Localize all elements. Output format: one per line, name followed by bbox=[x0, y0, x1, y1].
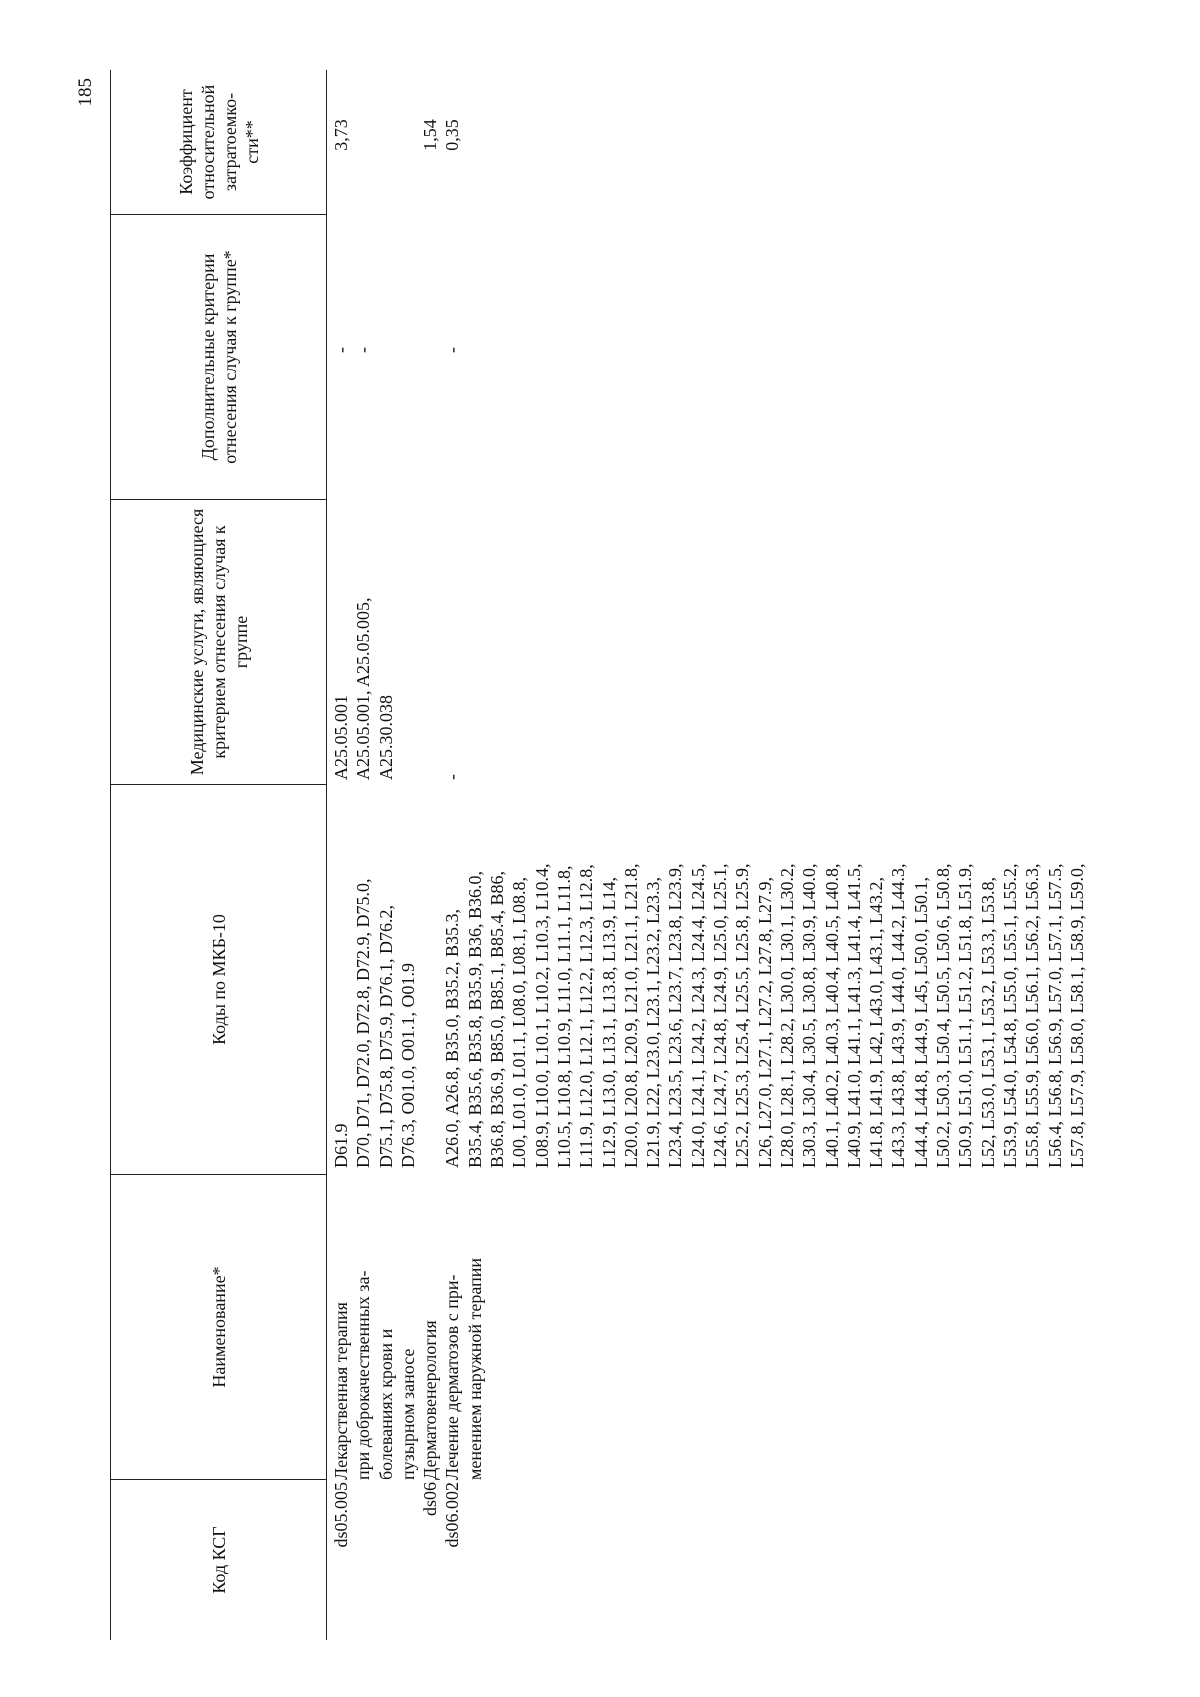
page-number: 185 bbox=[75, 78, 96, 107]
service-line: A25.30.038 bbox=[375, 695, 396, 780]
header-mkb: Коды по МКБ-10 bbox=[111, 785, 326, 1175]
mkb-code-line: L40.9, L41.0, L41.1, L41.3, L41.4, L41.5, bbox=[843, 863, 864, 1168]
mkb-code-line: L08.9, L10.0, L10.1, L10.2, L10.3, L10.4, bbox=[531, 863, 552, 1168]
header-services: Медицинские услуги, являющиеся критерием отнесения случая к группе bbox=[111, 500, 326, 785]
coef-line: 1,54 bbox=[420, 119, 441, 151]
service-line: A25.05.001, A25.05.005, bbox=[353, 597, 374, 780]
mkb-code-line: B35.4, B35.6, B35.8, B35.9, B36, B36.0, bbox=[464, 870, 485, 1168]
column-services bbox=[330, 500, 464, 780]
column-code bbox=[330, 1482, 464, 1632]
header-coef: Коэффициент относительной затратоемко-сти** bbox=[111, 70, 326, 215]
mkb-code-line: L25.2, L25.3, L25.4, L25.5, L25.8, L25.9, bbox=[732, 863, 753, 1168]
service-line: A25.05.001 bbox=[331, 695, 351, 780]
header-code: Код КСГ bbox=[208, 1526, 229, 1594]
mkb-code-line: L40.1, L40.2, L40.3, L40.4, L40.5, L40.8, bbox=[821, 863, 842, 1168]
mkb-code-line: L21.9, L22, L23.0, L23.1, L23.2, L23.3, bbox=[643, 877, 664, 1168]
mkb-code-line: L44.4, L44.8, L44.9, L45, L50.0, L50.1, bbox=[910, 877, 931, 1168]
criteria-line bbox=[375, 200, 397, 500]
mkb-code-line: L50.9, L51.0, L51.1, L51.2, L51.8, L51.9, bbox=[955, 863, 976, 1168]
table-header bbox=[110, 70, 327, 1640]
mkb-code-line: L12.9, L13.0, L13.1, L13.8, L13.9, L14, bbox=[598, 877, 619, 1168]
mkb-code-line: L52, L53.0, L53.1, L53.2, L53.3, L53.8, bbox=[977, 877, 998, 1168]
mkb-code-line: L00, L01.0, L01.1, L08.0, L08.1, L08.8, bbox=[509, 877, 530, 1168]
name-line: пузырном заносе bbox=[397, 1348, 418, 1480]
service-line bbox=[419, 500, 441, 780]
criteria-line bbox=[397, 200, 419, 500]
mkb-code-line: L50.2, L50.3, L50.4, L50.5, L50.6, L50.8, bbox=[933, 863, 954, 1168]
name-line: Дерматовенерология bbox=[420, 1320, 441, 1480]
column-coef bbox=[330, 70, 464, 200]
criteria-line: - bbox=[331, 347, 351, 353]
coef-line: 3,73 bbox=[331, 119, 351, 151]
mkb-code-line: D76.3, O01.0, O01.1, O01.9 bbox=[397, 963, 418, 1168]
code-line bbox=[397, 1482, 419, 1632]
name-line: при доброкачественных за- bbox=[353, 1270, 374, 1480]
mkb-code-line: L20.0, L20.8, L20.9, L21.0, L21.1, L21.8, bbox=[620, 863, 641, 1168]
name-line: Лечение дерматозов с при- bbox=[442, 1274, 463, 1480]
rotated-table-page bbox=[75, 70, 1125, 1640]
service-line bbox=[397, 500, 419, 780]
header-name: Наименование* bbox=[111, 1175, 326, 1480]
code-line: ds05.005 bbox=[331, 1482, 351, 1548]
coef-line bbox=[375, 70, 397, 200]
coef-line: 0,35 bbox=[442, 119, 463, 151]
code-line bbox=[352, 1482, 374, 1632]
code-line: ds06 bbox=[420, 1482, 441, 1517]
mkb-code-line: L24.6, L24.7, L24.8, L24.9, L25.0, L25.1, bbox=[710, 863, 731, 1168]
mkb-code-line: D61.9 bbox=[331, 1123, 351, 1168]
mkb-code-line: L11.9, L12.0, L12.1, L12.2, L12.3, L12.8, bbox=[576, 864, 597, 1168]
mkb-code-line: L53.9, L54.0, L54.8, L55.0, L55.1, L55.2, bbox=[999, 863, 1020, 1168]
code-line: ds06.002 bbox=[442, 1482, 463, 1548]
coef-line bbox=[352, 70, 374, 200]
mkb-code-line: L23.4, L23.5, L23.6, L23.7, L23.8, L23.9, bbox=[665, 863, 686, 1168]
mkb-code-line: L55.8, L55.9, L56.0, L56.1, L56.2, L56.3, bbox=[1022, 863, 1043, 1168]
column-name bbox=[330, 1180, 486, 1480]
mkb-code-line: L26, L27.0, L27.1, L27.2, L27.8, L27.9, bbox=[754, 877, 775, 1168]
header-criteria: Дополнительные критерии отнесения случая к группе* bbox=[111, 215, 326, 500]
mkb-code-line: B36.8, B36.9, B85.0, B85.1, B85.4, B86, bbox=[487, 870, 508, 1168]
mkb-code-line: L57.8, L57.9, L58.0, L58.1, L58.9, L59.0, bbox=[1066, 863, 1087, 1168]
mkb-code-line: L30.3, L30.4, L30.5, L30.8, L30.9, L40.0, bbox=[799, 863, 820, 1168]
mkb-code-line bbox=[419, 790, 441, 1168]
coef-line bbox=[397, 70, 419, 200]
criteria-line bbox=[419, 200, 441, 500]
mkb-code-line: L10.5, L10.8, L10.9, L11.0, L11.1, L11.8, bbox=[553, 865, 574, 1168]
service-line: - bbox=[442, 774, 463, 780]
code-line bbox=[375, 1482, 397, 1632]
name-line: Лекарственная терапия bbox=[331, 1302, 351, 1480]
mkb-code-line: L41.8, L41.9, L42, L43.0, L43.1, L43.2, bbox=[866, 877, 887, 1168]
column-mkb-codes bbox=[330, 790, 1088, 1168]
mkb-code-line: L28.0, L28.1, L28.2, L30.0, L30.1, L30.2, bbox=[776, 863, 797, 1168]
mkb-code-line: D70, D71, D72.0, D72.8, D72.9, D75.0, bbox=[353, 878, 374, 1168]
column-criteria bbox=[330, 200, 464, 500]
name-line: болеваниях крови и bbox=[375, 1328, 396, 1480]
criteria-line: - bbox=[353, 347, 374, 353]
name-line: менением наружной терапии bbox=[464, 1257, 485, 1480]
mkb-code-line: L56.4, L56.8, L56.9, L57.0, L57.1, L57.5, bbox=[1044, 863, 1065, 1168]
mkb-code-line: L43.3, L43.8, L43.9, L44.0, L44.2, L44.3, bbox=[888, 863, 909, 1168]
mkb-code-line: L24.0, L24.1, L24.2, L24.3, L24.4, L24.5, bbox=[687, 863, 708, 1168]
mkb-code-line: A26.0, A26.8, B35.0, B35.2, B35.3, bbox=[442, 908, 463, 1168]
mkb-code-line: D75.1, D75.8, D75.9, D76.1, D76.2, bbox=[375, 905, 396, 1168]
criteria-line: - bbox=[442, 347, 463, 353]
